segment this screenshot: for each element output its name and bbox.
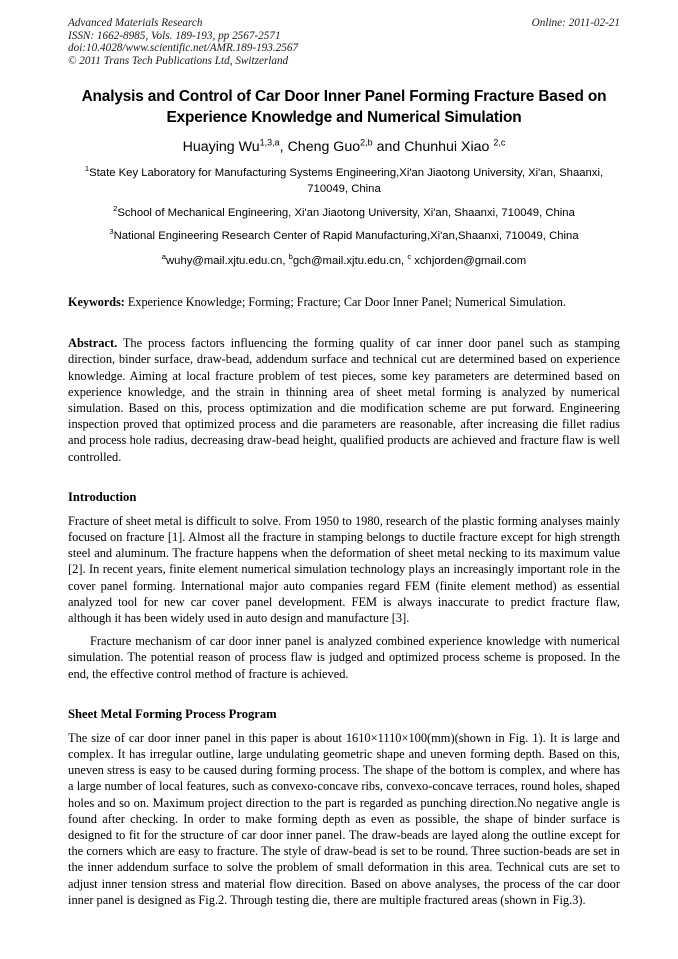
author-affiliation-marker: 2,b	[360, 137, 373, 148]
section-paragraph: Fracture of sheet metal is difficult to solve. From 1950 to 1980, research of the plastic forming analyses mainly focused on fracture [1]. Almost all the fracture in stamping belongs to ductile fracture except for high strength steel and aluminum. The fracture happens when the deformation of sheet metal necking to its maximum value [2]. In recent years, finite element numerical simulation technology plays an increasingly important role in the cover panel forming. International major auto companies regard FEM (finite element method) as essential analyzed tool for new car cover panel development. FEM is always inaccurate to predict fracture flaw, although it has been widely used in auto design and manufacture [3].	[68, 513, 620, 625]
abstract-text: The process factors influencing the forming quality of car inner door panel such as stamping direction, binder surface, draw-bead, addendum surface and technical cut are determined based on experience knowledge. Aiming at local fracture problem of test pieces, some key parameters are determined based on experience knowledge, and the strain in thinning area of sheet metal forming is analyzed by numerical simulation. Based on this, process optimization and die modification scheme are put forward. Engineering inspection proved that optimized process and die parameters are reasonable, after increasing die fillet radius and process hole radius, decreasing draw-bead height, qualified products are achieved and fracture flaw is well controlled.	[68, 336, 620, 464]
keywords-text: Experience Knowledge; Forming; Fracture; Car Door Inner Panel; Numerical Simulation.	[124, 294, 566, 309]
journal-name: Advanced Materials Research	[68, 17, 203, 29]
page-content	[68, 0, 620, 908]
section-paragraph: The size of car door inner panel in this paper is about 1610×1110×100(mm)(shown in Fig. 1). It is large and complex. It has irregular outline, large undulating geometric shape and uneven forming depth. Based on this, uneven stress is easy to be caused during forming process. The shape of the bottom is complex, and where has a large number of local features, such as convexo-concave ribs, convexo-concave terraces, round holes, shaped holes and so on. Maximum project direction to the part is regarded as punching direction.No negative angle is found after checking. In order to make forming depth as even as possible, the shape of binder surface is designed to fit for the structure of car door inner panel. The draw-beads are layed along the outline except for the corners which are easy to fracture. The style of draw-bead is set to be round. Three suction-beads are set in the inner addendum surface to solve the problem of small deformation in this area. Technical cuts are set to adjust inner tension stress and material flow direcition. Based on above analyses, the process of the car door inner panel is designed as Fig.2. Through testing die, there are multiple fractured areas (shown in Fig.3).	[68, 730, 620, 907]
section-heading: Introduction	[68, 489, 137, 504]
email-separator: ,	[401, 254, 408, 267]
page-title: Analysis and Control of Car Door Inner Panel Forming Fracture Based on Experience Knowledge and Numerical Simulation	[81, 88, 607, 126]
online-date: Online: 2011-02-21	[531, 17, 620, 29]
author-name: Chunhui Xiao	[404, 139, 494, 156]
affiliation-text: State Key Laboratory for Manufacturing Systems Engineering,Xi'an Jiaotong University, Xi'an, Shaanxi, 710049, China	[89, 167, 604, 195]
author-affiliation-marker: 1,3,a	[259, 137, 280, 148]
email-address[interactable]: xchjorden@gmail.com	[411, 254, 527, 267]
abstract-label: Abstract.	[68, 336, 118, 351]
affiliation-item	[68, 203, 620, 222]
author-name: Huaying Wu	[182, 139, 260, 156]
email-list	[68, 251, 620, 269]
affiliation-list	[68, 166, 620, 244]
email-address[interactable]: wuhy@mail.xjtu.edu.cn	[166, 254, 283, 267]
issn-line: ISSN: 1662-8985, Vols. 189-193, pp 2567-2571	[68, 29, 281, 42]
email-marker: a	[161, 251, 167, 261]
section-paragraph: Fracture mechanism of car door inner panel is analyzed combined experience knowledge with numerical simulation. The potential reason of process flaw is judged and optimized process scheme is proposed. In the end, the effective control method of fracture is achieved.	[68, 634, 620, 681]
author-list	[68, 138, 620, 156]
email-marker: b	[288, 251, 293, 261]
masthead	[68, 0, 620, 67]
author-separator: and	[372, 139, 405, 156]
email-marker: c	[407, 251, 412, 261]
affiliation-item	[68, 229, 620, 245]
author-name: Cheng Guo	[287, 139, 361, 156]
abstract-block	[68, 335, 620, 465]
affiliation-item	[68, 166, 620, 197]
email-separator: ,	[282, 254, 289, 267]
author-affiliation-marker: 2,c	[493, 137, 506, 148]
affiliation-marker: 3	[109, 227, 114, 237]
section-heading: Sheet Metal Forming Process Program	[68, 706, 277, 721]
email-address[interactable]: gch@mail.xjtu.edu.cn	[292, 254, 402, 267]
affiliation-text: School of Mechanical Engineering, Xi'an Jiaotong University, Xi'an, Shaanxi, 710049, China	[117, 206, 575, 219]
affiliation-marker: 2	[113, 203, 118, 213]
affiliation-text: National Engineering Research Center of Rapid Manufacturing,Xi'an,Shaanxi, 710049, China	[113, 230, 579, 243]
keywords-label: Keywords:	[68, 294, 125, 309]
doi-line: doi:10.4028/www.scientific.net/AMR.189-193.2567	[68, 42, 299, 55]
author-separator: ,	[279, 139, 288, 156]
affiliation-marker: 1	[84, 164, 90, 174]
keywords-block	[68, 295, 620, 310]
copyright-line: © 2011 Trans Tech Publications Ltd, Switzerland	[68, 54, 289, 67]
section-list	[68, 489, 620, 908]
